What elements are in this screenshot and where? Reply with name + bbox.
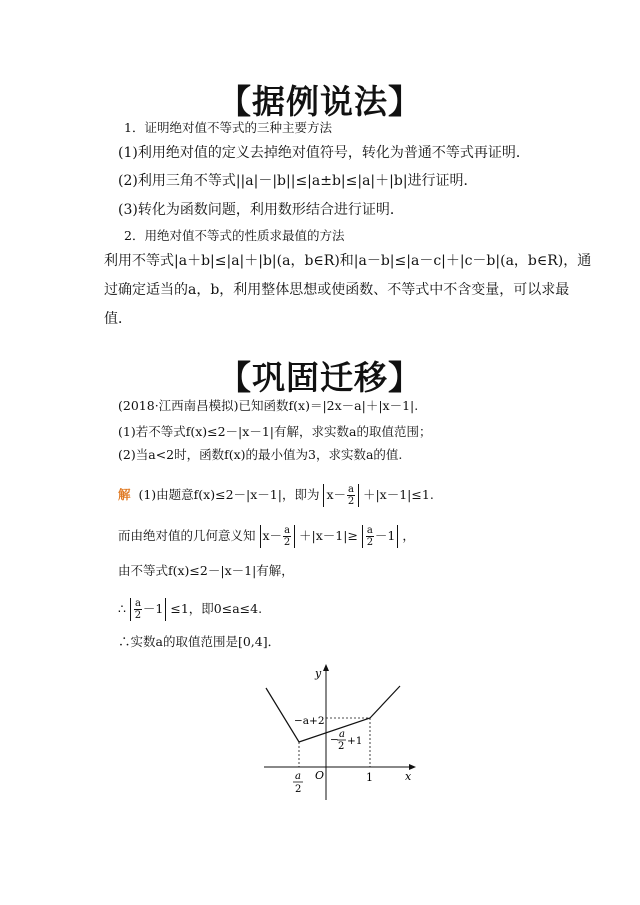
tick-label-2: 2: [295, 784, 302, 795]
point-label-minus-a-plus-2: −a+2: [294, 715, 325, 727]
method-item-3: (3)转化为函数问题，利用数形结合进行证明．: [118, 202, 404, 218]
solution-line-4: ∴ $\frac{a}{2}$ －1 ≤1，即0≤a≤4.: [118, 598, 263, 621]
point-label-plus-1: +1: [347, 735, 363, 747]
solution-line-1-tail: ＋|x－1|≤1.: [362, 487, 434, 502]
point-label-a: a: [339, 729, 345, 740]
method-paragraph-line-2: 过确定适当的a，b，利用整体思想或使函数、不等式中不含变量，可以求最: [104, 282, 570, 298]
fraction-a-over-2: $\frac{a}{2}$: [366, 525, 374, 548]
solution-line-3: 由不等式f(x)≤2－|x－1|有解，: [118, 563, 294, 578]
origin-label: O: [315, 769, 325, 782]
abs-expr-x-minus-a-half: x－ $\frac{a}{2}$: [260, 525, 296, 548]
function-graph: [242, 660, 422, 808]
abs-expr-a-half-minus-1: $\frac{a}{2}$ －1: [362, 525, 398, 548]
method-item-1: (1)利用绝对值的定义去掉绝对值符号，转化为普通不等式再证明．: [118, 145, 530, 161]
solution-line-1-text: (1)由题意f(x)≤2－|x－1|，即为: [138, 487, 320, 502]
fraction-a-over-2: $\frac{a}{2}$: [347, 484, 355, 507]
method-title-1: 1．证明绝对值不等式的三种主要方法: [124, 120, 332, 135]
problem-stem: (2018·江西南昌模拟)已知函数f(x)＝|2x－a|＋|x－1|.: [118, 398, 419, 413]
method-paragraph-line-3: 值．: [104, 311, 132, 327]
y-axis-arrow: [323, 664, 329, 671]
section-banner-practice: 【巩固迁移】: [218, 358, 422, 397]
section-banner-examples: 【据例说法】: [218, 82, 422, 121]
method-paragraph-line-1: 利用不等式|a＋b|≤|a|＋|b|(a，b∈R)和|a－b|≤|a－c|＋|c－b|(a，b∈R)，通: [104, 253, 592, 269]
problem-question-2: (2)当a<2时，函数f(x)的最小值为3，求实数a的值.: [118, 447, 403, 462]
solution-line-5: ∴实数a的取值范围是[0,4]．: [118, 634, 281, 649]
tick-label-a: a: [295, 771, 301, 782]
abs-expr-a-half-minus-1: $\frac{a}{2}$ －1: [130, 598, 166, 621]
method-item-2: (2)利用三角不等式||a|－|b||≤|a±b|≤|a|＋|b|进行证明．: [118, 173, 478, 189]
y-axis-label: y: [315, 667, 322, 680]
solution-line-2: 而由绝对值的几何意义知 x－ $\frac{a}{2}$ ＋|x－1|≥ $\frac{a}{2}$ －1 ，: [118, 525, 415, 548]
solution-label: 解: [118, 487, 131, 502]
method-title-2: 2．用绝对值不等式的性质求最值的方法: [124, 228, 345, 243]
point-label-minus-sign: −: [330, 734, 339, 746]
point-label-2: 2: [338, 741, 345, 752]
abs-expr-x-minus-a-half: x－ $\frac{a}{2}$: [323, 484, 359, 507]
tick-label-one: 1: [366, 771, 373, 784]
solution-line-1: [118, 484, 434, 507]
fraction-a-over-2: $\frac{a}{2}$: [134, 598, 142, 621]
fraction-a-over-2: $\frac{a}{2}$: [283, 525, 291, 548]
x-axis-label: x: [405, 770, 412, 783]
problem-question-1: (1)若不等式f(x)≤2－|x－1|有解，求实数a的取值范围；: [118, 424, 432, 439]
